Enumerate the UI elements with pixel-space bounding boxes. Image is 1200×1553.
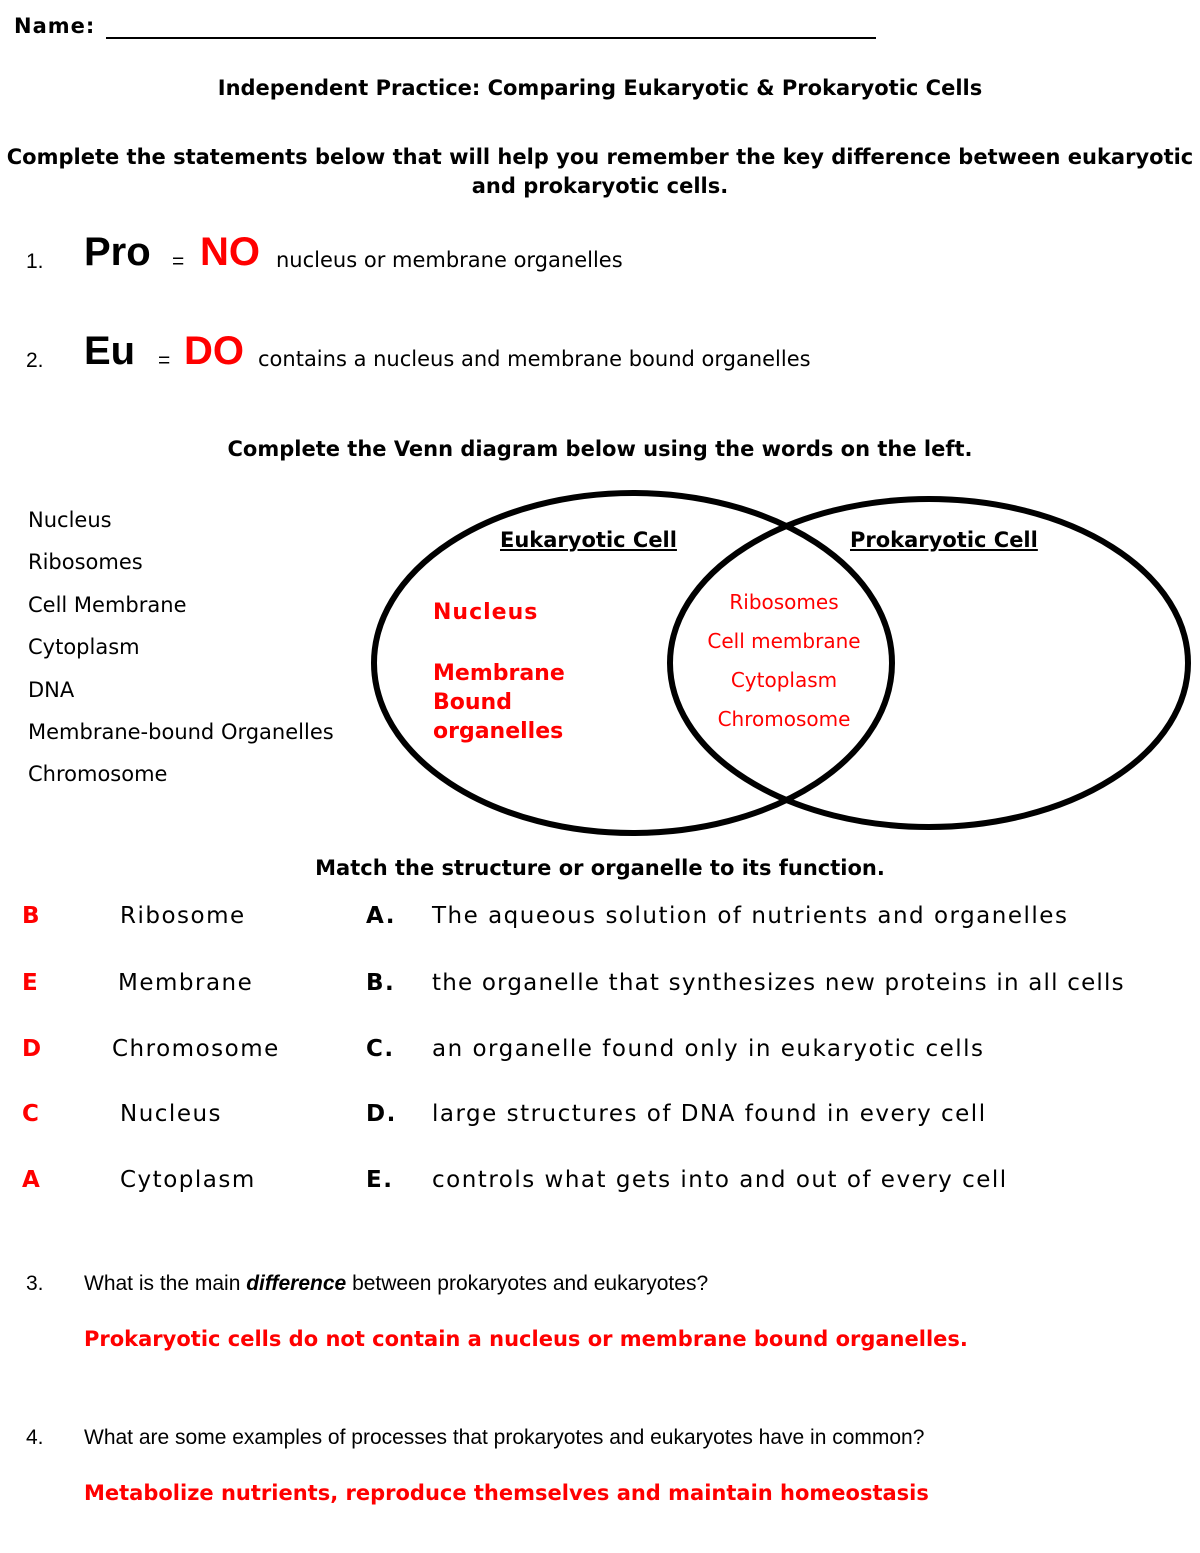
venn-overlap-answer: Chromosome: [717, 707, 851, 731]
question-answer: Prokaryotic cells do not contain a nucleus or membrane bound organelles.: [84, 1327, 968, 1351]
instructions: Complete the statements below that will help you remember the key difference between eukaryotic and prokaryotic cells.: [6, 145, 1194, 198]
match-letter: C.: [366, 1036, 395, 1062]
word-bank-item: Nucleus: [28, 508, 112, 532]
statement-text: nucleus or membrane organelles: [276, 248, 623, 272]
match-definition: large structures of DNA found in every cell: [432, 1101, 987, 1127]
venn-eukaryotic-answer: Bound: [433, 690, 512, 715]
match-letter: A.: [366, 903, 396, 929]
question-text: What is the main difference between prokaryotes and eukaryotes?: [84, 1272, 709, 1295]
venn-overlap-answer: Ribosomes: [729, 590, 839, 614]
venn-overlap-answer: Cell membrane: [707, 629, 861, 653]
match-definition: the organelle that synthesizes new proteins in all cells: [432, 970, 1125, 996]
eukaryotic-label: Eukaryotic Cell: [500, 528, 677, 552]
question-number: 3.: [26, 1272, 44, 1295]
word-bank-item: DNA: [28, 677, 75, 702]
match-definition: an organelle found only in eukaryotic cells: [432, 1036, 985, 1062]
statement-text: contains a nucleus and membrane bound organelles: [258, 347, 811, 371]
match-answer: E: [22, 970, 40, 996]
venn-eukaryotic-answer: organelles: [433, 719, 564, 744]
question-answer: Metabolize nutrients, reproduce themselves and maintain homeostasis: [84, 1481, 929, 1505]
question-text: What are some examples of processes that prokaryotes and eukaryotes have in common?: [84, 1426, 925, 1449]
statement-prefix: Eu: [84, 329, 136, 373]
match-term: Cytoplasm: [120, 1167, 256, 1193]
match-definition: The aqueous solution of nutrients and organelles: [432, 903, 1069, 929]
statement-equals: =: [158, 349, 171, 372]
match-letter: D.: [366, 1101, 397, 1127]
venn-overlap-answer: Cytoplasm: [730, 668, 838, 692]
question-emphasis: difference: [246, 1272, 347, 1295]
venn-eukaryotic-answer: Nucleus: [433, 600, 539, 625]
match-answer: C: [22, 1101, 41, 1127]
statement-prefix: Pro: [84, 230, 151, 274]
match-letter: E.: [366, 1167, 394, 1193]
word-bank-item: Ribosomes: [28, 550, 143, 575]
statement-answer: NO: [200, 230, 260, 274]
statement-answer: DO: [184, 329, 244, 373]
match-answer: B: [22, 903, 42, 929]
matching-heading: Match the structure or organelle to its function.: [315, 856, 885, 880]
word-bank-item: Cytoplasm: [28, 635, 140, 660]
match-term: Ribosome: [120, 903, 246, 929]
word-bank-item: Membrane-bound Organelles: [28, 719, 334, 744]
statement-number: 1.: [26, 250, 44, 273]
match-answer: A: [22, 1167, 42, 1193]
match-letter: B.: [366, 970, 396, 996]
word-bank-item: Chromosome: [28, 762, 168, 787]
question-number: 4.: [26, 1426, 44, 1449]
match-definition: controls what gets into and out of every cell: [432, 1167, 1008, 1193]
venn-heading: Complete the Venn diagram below using the words on the left.: [227, 437, 973, 461]
match-term: Nucleus: [120, 1101, 223, 1127]
match-answer: D: [22, 1036, 43, 1062]
word-bank-item: Cell Membrane: [28, 592, 187, 617]
prokaryotic-label: Prokaryotic Cell: [850, 528, 1038, 552]
name-label: Name:: [14, 14, 96, 38]
worksheet-title: Independent Practice: Comparing Eukaryotic & Prokaryotic Cells: [217, 76, 983, 100]
statement-number: 2.: [26, 349, 44, 372]
statement-equals: =: [172, 250, 185, 273]
match-term: Chromosome: [112, 1036, 280, 1062]
venn-eukaryotic-answer: Membrane: [433, 661, 565, 686]
match-term: Membrane: [118, 970, 254, 996]
